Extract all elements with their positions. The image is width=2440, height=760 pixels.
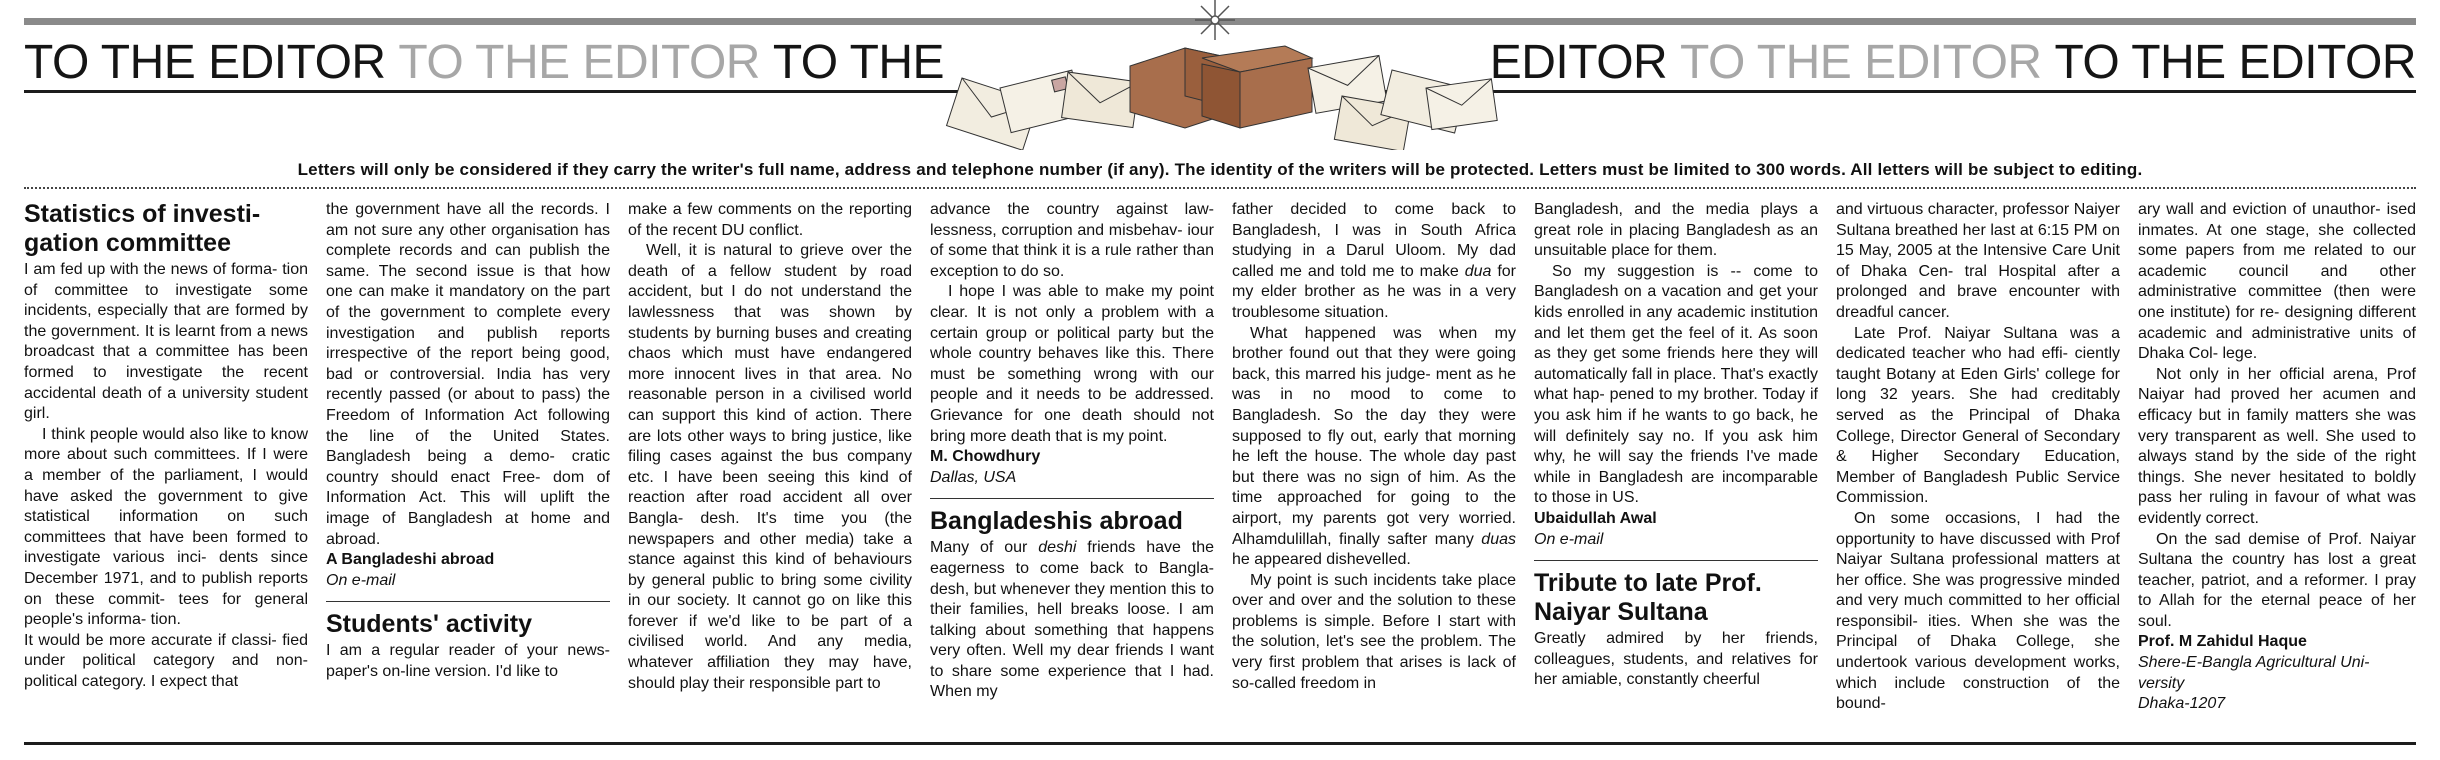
- letter-paragraph: I think people would also like to know more about such committees. If I were a member of the parliament, I would have asked the government to give statistical information on such committees that have been formed to investigate various inci- dents since December 1971, and to publish reports on these commit- tees for general people's informa- tion.: [24, 425, 308, 629]
- bottom-rule: [24, 742, 2416, 745]
- letter-location: Shere-E-Bangla Agricultural Uni- versity: [2138, 654, 2370, 692]
- star-burst-icon: [1195, 0, 1235, 40]
- column-3: [628, 200, 912, 694]
- envelope-icon: [1062, 72, 1140, 128]
- masthead-right-1: EDITOR: [1489, 36, 1668, 89]
- letter-paragraph: Not only in her official arena, Prof Naiyar had proved her acumen and efficacy but in family matters she was very transparent as well. She used to always stand by the side of the right things. She never hesitated to boldly pass her ruling in favour of what was evidently correct.: [2138, 365, 2416, 527]
- masthead-left-1: TO THE EDITOR: [24, 36, 386, 89]
- letter-divider: [930, 498, 1214, 499]
- letter-paragraph: My point is such incidents take place over and over and the solution to these problems is simple. Before I start with the solution, let's see the problem. The very first problem that arises is lack of so-called freedom in: [1232, 571, 1516, 692]
- notice-divider: [24, 187, 2416, 189]
- letter-paragraph: I hope I was able to make my point clear. It is not only a problem with a certain group or political party but the whole country behaves like this. There must be something wrong with our people and it needs to be addressed. Grievance for one death should not bring more death that is my point.: [930, 283, 1214, 445]
- letter-title-abroad: Bangladeshis abroad: [930, 507, 1183, 536]
- letter-location: On e-mail: [326, 571, 396, 589]
- letter-paragraph: So my suggestion is -- come to Bangladesh on a vacation and get your kids enrolled in any academic institution and let them get the feel of it. As soon as they get some friends here they will automatically fall in place. That's exactly what hap- pened to my brother. Today if you ask him if he wants to go back, he will definitely say no. If you ask him why, he will say the friends I've made while in Bangladesh are incomparable to those in US.: [1534, 262, 1818, 507]
- letter-signature: Ubaidullah Awal: [1534, 509, 1657, 527]
- masthead-right-2: TO THE EDITOR: [1680, 36, 2042, 89]
- letter-paragraph: On some occasions, I had the opportunity to have discussed with Prof Naiyar Sultana professional matters at her office. She was progressive minded and very much committed to her official responsibil- ities. When she was the Principal of Dhaka College, she undertook various development works, which include construction of the bound-: [1836, 509, 2120, 713]
- letter-paragraph: the government have all the records. I am not sure any other organisation has complete records and can publish the same. The second issue is that how one can make it mandatory on the part of the government to complete every investigation and publish reports irrespective of the report being good, bad or controversial. India has very recently passed (or about to pass) the Freedom of Information Act following the line of the United States. Bangladesh being a demo- cratic country should enact Free- dom of Information Act. This will uplift the image of Bangladesh at home and abroad.: [326, 201, 610, 548]
- letter-paragraph: advance the country against law- lessness, corruption and misbehav- iour of some that think it is a rule rather than exception to do so.: [930, 201, 1214, 280]
- letter-paragraph: ary wall and eviction of unauthor- ised inmates. At one stage, she collected some papers from me related to our academic council and other administrative committee (then were one institute) for re- designing different academic and administrative units of Dhaka Col- lege.: [2138, 201, 2416, 363]
- letter-paragraph: Many of our deshi friends have the eagerness to come back to Bangla- desh, but whenever they mention this to their families, hell breaks loose. I am talking about something that happens very often. Well my dear friends I want to share some experience that I had. When my: [930, 539, 1214, 701]
- letter-paragraph: What happened was when my brother found out that they were going back, this marred his judge- ment as he was in no mood to come to Bangladesh. So the day they were supposed to fly out, early that morning he left the house. The whole day past but there was no sign of him. As the time approached for going to the airport, my parents got very worried. Alhamdulillah, finally safter many duas he appeared dishevelled.: [1232, 324, 1516, 569]
- letter-paragraph: Greatly admired by her friends, colleagues, students, and relatives for her amiable, constantly cheerful: [1534, 630, 1818, 689]
- letter-paragraph: Late Prof. Naiyar Sultana was a dedicated teacher who had effi- ciently taught Botany at Eden Girls' college for long 32 years. She had creditably served as the Principal of Dhaka College, Director General of Secondary & Higher Secondary Education, Member of Bangladesh Public Service Commission.: [1836, 324, 2120, 507]
- box-icon: [1130, 46, 1312, 128]
- letter-paragraph: make a few comments on the reporting of the recent DU conflict.: [628, 201, 912, 239]
- masthead-left-3: TO THE: [772, 36, 945, 89]
- column-1: [24, 200, 308, 692]
- letter-title-statistics: Statistics of investi- gation committee: [24, 200, 261, 257]
- masthead-right-3: TO THE EDITOR: [2054, 36, 2416, 89]
- letter-paragraph: Bangladesh, and the media plays a great role in placing Bangladesh as an unsuitable place for them.: [1534, 201, 1818, 260]
- column-5: [1232, 200, 1516, 694]
- masthead-right: [1490, 34, 2416, 92]
- letter-title-students: Students' activity: [326, 610, 532, 639]
- letter-paragraph: Well, it is natural to grieve over the death of a fellow student by road accident, but I do not understand the lawlessness that was shown by students by burning buses and creating chaos which must have endangered more innocent lives in that area. No reasonable person in a civilised world can support this kind of action. There are lots other ways to bring justice, like filing cases against the bus company etc. I have been seeing this kind of reaction after road accident all over Bangla- desh. It's time you (the newspapers and other media) take a stance against this kind of behaviours by general public to bring some civility in our society. It cannot go on like this forever if we'd like to be part of a civilised world. And any media, whatever affiliation they may have, should play their responsible part to: [628, 242, 912, 692]
- letter-paragraph: I am fed up with the news of forma- tion of committee to investigate some incidents, especially that are formed by the government. It is learnt from a news broadcast that a committee has been formed to investigate the recent accidental death of a university student girl.: [24, 261, 308, 423]
- letter-signature: Prof. M Zahidul Haque: [2138, 633, 2307, 651]
- letter-divider: [1534, 560, 1818, 561]
- letter-paragraph: and virtuous character, professor Naiyer Sultana breathed her last at 6:15 PM on 15 May, 2005 at the Intensive Care Unit of Dhaka Cen- tral Hospital after a prolonged and brave encounter with dreadful cancer.: [1836, 201, 2120, 321]
- column-2: [326, 200, 610, 682]
- letter-paragraph: On the sad demise of Prof. Naiyar Sultana the country has lost a great teacher, patriot, and a reformer. I pray to Allah for the eternal peace of her soul.: [2138, 530, 2416, 630]
- submission-notice: Letters will only be considered if they carry the writer's full name, address and telephone number (if any). The identity of the writers will be protected. Letters must be limited to 300 words. All letters will be subject to editing.: [297, 160, 2143, 179]
- masthead-left-2: TO THE EDITOR: [398, 36, 760, 89]
- letter-paragraph: I am a regular reader of your news- paper's on-line version. I'd like to: [326, 642, 610, 680]
- letter-location: On e-mail: [1534, 530, 1604, 548]
- letter-signature: A Bangladeshi abroad: [326, 551, 495, 569]
- column-8: [2138, 200, 2416, 715]
- letter-paragraph: It would be more accurate if classi- fied under political category and non-political category. I expect that: [24, 631, 308, 690]
- column-7: [1836, 200, 2120, 715]
- letter-divider: [326, 601, 610, 602]
- letter-location: Dhaka-1207: [2138, 695, 2226, 713]
- envelope-icon: [1426, 79, 1497, 130]
- letter-location: Dallas, USA: [930, 468, 1017, 486]
- masthead-left: [24, 34, 944, 92]
- letter-signature: M. Chowdhury: [930, 448, 1041, 466]
- letter-paragraph: father decided to come back to Bangladesh, I was in South Africa studying in a Darul Uloom. My dad called me and told me to make dua for my elder brother as he was in a very troublesome situation.: [1232, 201, 1516, 321]
- column-6: [1534, 200, 1818, 691]
- letter-title-tribute: Tribute to late Prof. Naiyar Sultana: [1534, 569, 1762, 627]
- column-4: [930, 200, 1214, 703]
- envelopes-illustration: [940, 0, 1500, 150]
